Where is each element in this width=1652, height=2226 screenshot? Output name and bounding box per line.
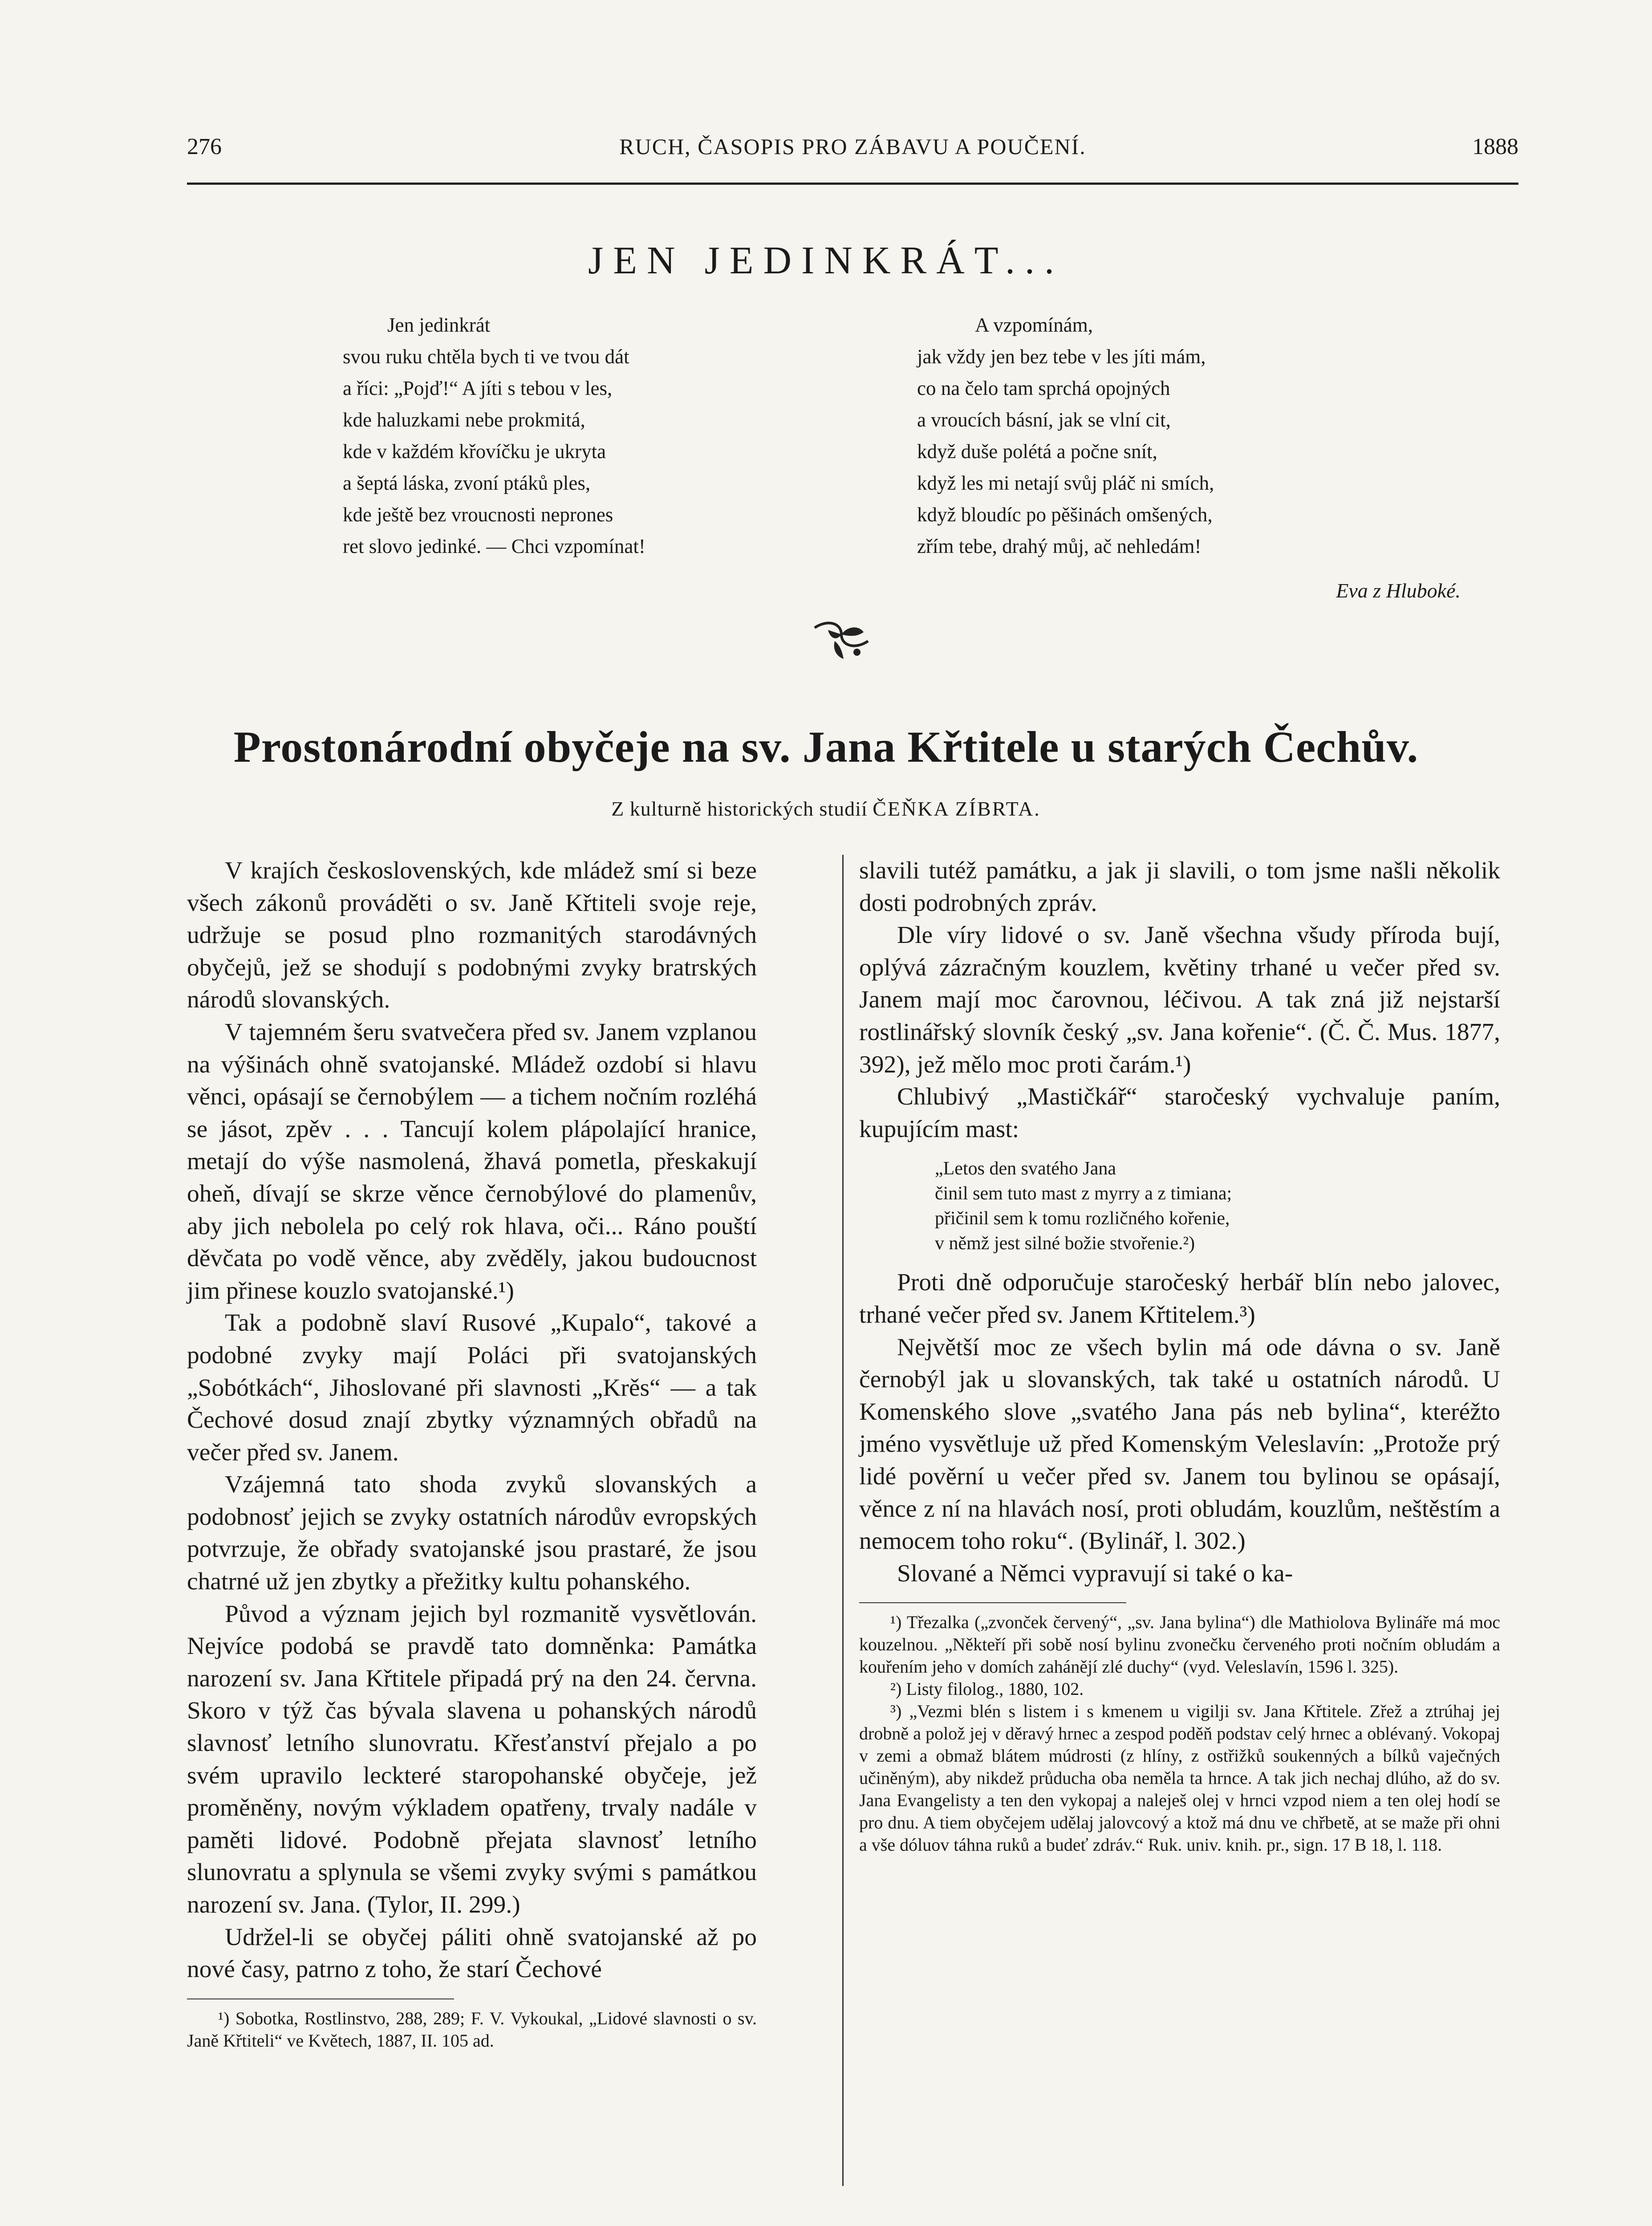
- poem-line: co na čelo tam sprchá opojných: [917, 377, 1170, 399]
- article-title: Prostonárodní obyčeje na sv. Jana Křtitele u starých Čechův.: [233, 722, 1419, 772]
- poem-line: a říci: „Pojď!“ A jíti s tebou v les,: [343, 377, 613, 399]
- poem-title: JEN JEDINKRÁT...: [588, 239, 1064, 282]
- poem-stanza-left: [343, 309, 645, 562]
- footnotes-left: [187, 2007, 757, 2052]
- poem-author: Eva z Hluboké.: [1336, 579, 1461, 602]
- paragraph: Chlubivý „Mastičkář“ staročeský vychvaluje paním, kupujícím mast:: [859, 1083, 1500, 1143]
- footnote: ¹) Třezalka („zvonček červený“, „sv. Jana bylina“) dle Mathiolova Bylináře má moc kouzelnou. „Někteří při sobě nosí bylinu zvonečku červeného proti nočním obludám a kouřením jeho v domích zahánějí zlé duchy“ (vyd. Veleslavín, 1596 l. 325).: [859, 1612, 1500, 1677]
- paragraph: Slované a Němci vypravují si také o ka-: [897, 1560, 1293, 1587]
- subtitle-lead: Z kulturně historických studií: [611, 797, 868, 820]
- column-right: [859, 855, 1500, 1856]
- quote-line: v němž jest silné božie stvořenie.²): [935, 1233, 1195, 1254]
- poem-line: jak vždy jen bez tebe v les jíti mám,: [917, 345, 1206, 368]
- paragraph: Vzájemná tato shoda zvyků slovanských a podobnosť jejich se zvyky ostatních národův evropských potvrzuje, že obřady svatojanské jsou prastaré, že jsou chatrné už jen zbytky a přežitky kultu pohanského.: [187, 1471, 757, 1596]
- footnote: ¹) Sobotka, Rostlinstvo, 288, 289; F. V. Vykoukal, „Lidové slavnosti o sv. Janě Křtiteli“ ve Květech, 1887, II. 105 ad.: [187, 2008, 757, 2051]
- poem-line: kde v každém křovíčku je ukryta: [343, 440, 606, 463]
- footnote-rule: [859, 1602, 1126, 1603]
- footnote: ²) Listy filolog., 1880, 102.: [890, 1679, 1084, 1699]
- quote-line: „Letos den svatého Jana: [935, 1158, 1116, 1179]
- poem-line: zřím tebe, drahý můj, ač nehledám!: [917, 535, 1201, 557]
- column-divider: [842, 855, 844, 2186]
- paragraph: Proti dně odporučuje staročeský herbář blín nebo jalovec, trhané večer před sv. Janem Křtitelem.³): [859, 1269, 1500, 1328]
- paragraph: slavili tutéž památku, a jak ji slavili, o tom jsme našli několik dosti podrobných zpráv.: [859, 857, 1500, 917]
- running-header: [187, 134, 1518, 174]
- footnote: ³) „Vezmi blén s listem i s kmenem u vigilji sv. Jana Křtitele. Zřež a ztrúhaj jej drobně a polož jej v děravý hrnec a zespod poděň podstav celý hrnec a oblévaný. Vokopaj v zemi a obmaž blátem múdrosti (z hlíny, z ostřižků soukenných a bílků vaječných učiněným), aby nikdež průducha oba neměla ta hrnce. A tak jich nechaj dlúho, až do sv. Jana Evangelisty a ten den vykopaj a naleješ olej v hrnci vzpod niem a ten olej hodí se pro dnu. A tiem obyčejem udělaj jalovcový a ktož má dnu ve chřbetě, at se maže při ohni a vše dóluov táhna ruků a budeť zdráv.“ Ruk. univ. knih. pr., sign. 17 B 18, l. 118.: [859, 1701, 1500, 1855]
- poem-line: ret slovo jedinké. — Chci vzpomínat!: [343, 535, 645, 557]
- paragraph: Největší moc ze všech bylin má ode dávna o sv. Janě černobýl jak u slovanských, tak také u ostatních národů. U Komenského slove „svatého Jana pás neb bylina“, kteréžto jméno vysvětluje už před Komenským Veleslavín: „Protože prý lidé pověrní u večer před sv. Janem tou bylinou se opásají, věnce z ní na hlavách nosí, proti obludám, kouzlům, neštěstím a nemocem toho roku“. (Bylinář, l. 302.): [859, 1333, 1500, 1555]
- paragraph: Dle víry lidové o sv. Janě všechna všudy příroda bují, oplývá zázračným kouzlem, květiny trhané u večer před sv. Janem mají moc čarovnou, léčivou. A tak zná již nejstarší rostlinářský slovník český „sv. Jana kořenie“. (Č. Č. Mus. 1877, 392), jež mělo moc proti čarám.¹): [859, 922, 1500, 1078]
- page-number: 276: [187, 134, 222, 159]
- fleuron-ornament-icon: [810, 614, 873, 663]
- paragraph: V krajích československých, kde mládež smí si beze všech zákonů prováděti o sv. Janě Křtiteli svoje reje, udržuje se posud plno rozmanitých starodávných obyčejů, jež se shodují s podobnými zvyky bratrských národů slovanských.: [187, 857, 757, 1014]
- poem-line: a vroucích básní, jak se vlní cit,: [917, 409, 1171, 431]
- header-rule: [187, 183, 1518, 185]
- poem-line: kde ještě bez vroucnosti neprones: [343, 504, 613, 526]
- footnotes-right: [859, 1611, 1500, 1856]
- poem-line: A vzpomínám,: [975, 314, 1093, 336]
- quote-line: přičinil sem k tomu rozličného kořenie,: [935, 1208, 1230, 1229]
- poem-line: kde haluzkami nebe prokmitá,: [343, 409, 585, 431]
- poem-line: když duše polétá a počne snít,: [917, 440, 1157, 463]
- journal-title: RUCH, ČASOPIS PRO ZÁBAVU A POUČENÍ.: [619, 134, 1086, 159]
- paragraph: Původ a význam jejich byl rozmanitě vysvětlován. Nejvíce podobá se pravdě tato domněnka: Památka narození sv. Jana Křtitele připadá prý na den 24. června. Skoro v týž čas bývala slavena u pohanských národů slavnosť letního slunovratu. Křesťanství přejalo a po svém upravilo leckteré staropohanské obyčeje, jež proměněny, novým výkladem opatřeny, trvaly nadále v paměti lidové. Podobně přejata slavnosť letního slunovratu a splynula se všemi zvyky svými s památkou narození sv. Jana. (Tylor, II. 299.): [187, 1600, 757, 1918]
- paragraph: V tajemném šeru svatvečera před sv. Janem vzplanou na výšinách ohně svatojanské. Mládež ozdobí si hlavu věnci, opásají se černobýlem — a tichem nočním rozléhá se jásot, zpěv . . . Tancují kolem plápolající hranice, metají do výše nasmolená, žhavá pometla, přeskakují oheň, dívají se skrze věnce černobýlové do plamenův, aby jich nebolela po celý rok hlava, oči... Ráno pouští děvčata po vodě věnce, aby zvěděly, jakou budoucnost jim přinese kouzlo svatojanské.¹): [187, 1018, 757, 1304]
- paragraph: Tak a podobně slaví Rusové „Kupalo“, takové a podobné zvyky mají Poláci při svatojanských „Sobótkách“, Jihoslované při slavnosti „Krěs“ — a tak Čechové dosud znají zbytky významných obřadů na večer před sv. Janem.: [187, 1309, 757, 1466]
- subtitle-author: ČEŇKA ZÍBRTA.: [873, 797, 1041, 820]
- poem-line: svou ruku chtěla bych ti ve tvou dát: [343, 345, 629, 368]
- year: 1888: [1472, 134, 1518, 159]
- quote-mastickar: [935, 1156, 1500, 1256]
- article-subtitle: [0, 797, 1652, 821]
- poem-line: když bloudíc po pěšinách omšených,: [917, 504, 1213, 526]
- poem-line: a šeptá láska, zvoní ptáků ples,: [343, 472, 591, 494]
- poem-line: Jen jedinkrát: [387, 314, 491, 336]
- poem-stanza-right: [917, 309, 1214, 562]
- column-left: [187, 855, 757, 2052]
- poem-line: když les mi netají svůj pláč ni smích,: [917, 472, 1214, 494]
- quote-line: činil sem tuto mast z myrry a z timiana;: [935, 1183, 1232, 1204]
- paragraph: Udržel-li se obyčej páliti ohně svatojanské až po nové časy, patrno z toho, že starí Čechové: [187, 1923, 757, 1983]
